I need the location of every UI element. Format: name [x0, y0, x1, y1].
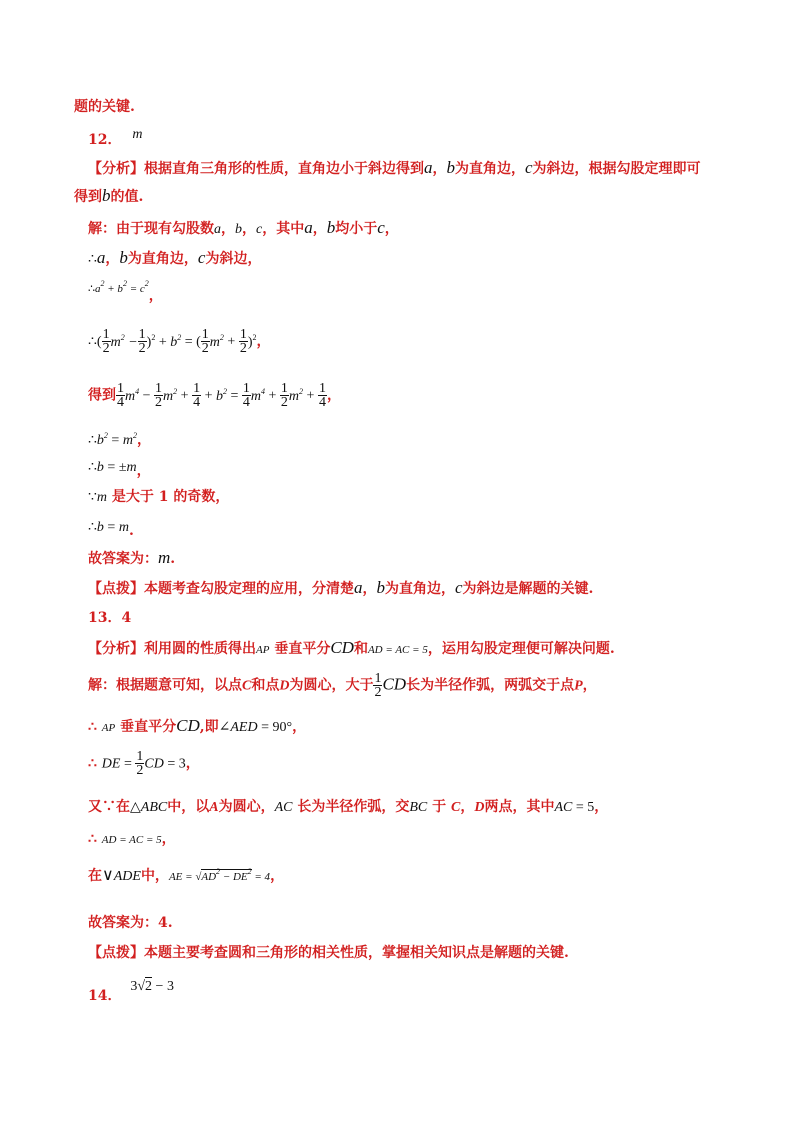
remark-12: 【点拨】本题考查勾股定理的应用，分清楚a，b为直角边，c为斜边是解题的关键. [88, 578, 594, 597]
analysis-13: 【分析】利用圆的性质得出AP 垂直平分CD和AD = AC = 5，运用勾股定理便可解决问题. [88, 638, 615, 657]
therefore-line: ∴a，b为直角边，c为斜边， [88, 248, 262, 267]
because-line: ∵m 是大于 1 的奇数， [88, 489, 230, 505]
answer-13: 故答案为：4. [88, 915, 173, 931]
equation-de: ∴ DE = $\frac{1}{2}$ CD = 3， [88, 749, 200, 778]
solution-13: 解：根据题意可知，以点C和点D为圆心，大于 $\frac{1}{2}$ CD长为半径作弧，两弧交于点P， [88, 671, 597, 700]
answer-12: 故答案为：m. [88, 548, 176, 567]
equation-b-squared: $\therefore b^2 = m^2$， [88, 431, 151, 448]
text-line: 题的关键. [74, 99, 135, 115]
question-13-answer: 13．4 [88, 610, 132, 626]
question-14-answer: 14． 3√2 − 3 [88, 979, 174, 1004]
solution-12: 解：由于现有勾股数a，b，c，其中a，b均小于c， [88, 218, 399, 237]
arc-line: 又∵在△ABC中，以A为圆心，AC 长为半径作弧，交BC 于 C，D两点，其中AC = 5， [88, 799, 609, 815]
equation-b-m: ∴b = m. [88, 520, 134, 539]
equation-ad-ac: ∴ AD = AC = 5， [88, 831, 176, 847]
equation-ae: 在∨ADE中，AE = $√AD^2 - DE^2 = 4$， [88, 867, 285, 884]
analysis-12-cont: 得到b的值. [74, 186, 144, 205]
equation-pythagoras: $\therefore a^2 + b^2 = c^2$， [88, 279, 163, 304]
equation-b-pm: ∴b = ±m， [88, 460, 151, 479]
remark-13: 【点拨】本题主要考查圆和三角形的相关性质，掌握相关知识点是解题的关键. [88, 945, 569, 961]
perp-bisector-line: ∴ AP 垂直平分CD,即∠AED = 90°， [88, 716, 307, 735]
question-12-answer: 12． m [88, 127, 143, 148]
equation-substitute: ∴( $\frac{1}{2}$ $m^2$ − $\frac{1}{2}$ )$^2 + b^2$ = ( $\frac{1}{2}$ $m^2$ + $\frac{1}{2}$ )$^2$， [88, 327, 271, 356]
equation-expand: 得到 $\frac{1}{4}$ $m^4$ − $\frac{1}{2}$ $m^2$ + $\frac{1}{4}$ + $b^2$ = $\frac{1}{4}$ $m^4$ + $\frac{1}{2}$ $m^2$ + $\frac{1}{4}$ ， [88, 381, 341, 410]
analysis-12: 【分析】根据直角三角形的性质，直角边小于斜边得到a，b为直角边，c为斜边，根据勾股定理即可 [88, 158, 701, 177]
